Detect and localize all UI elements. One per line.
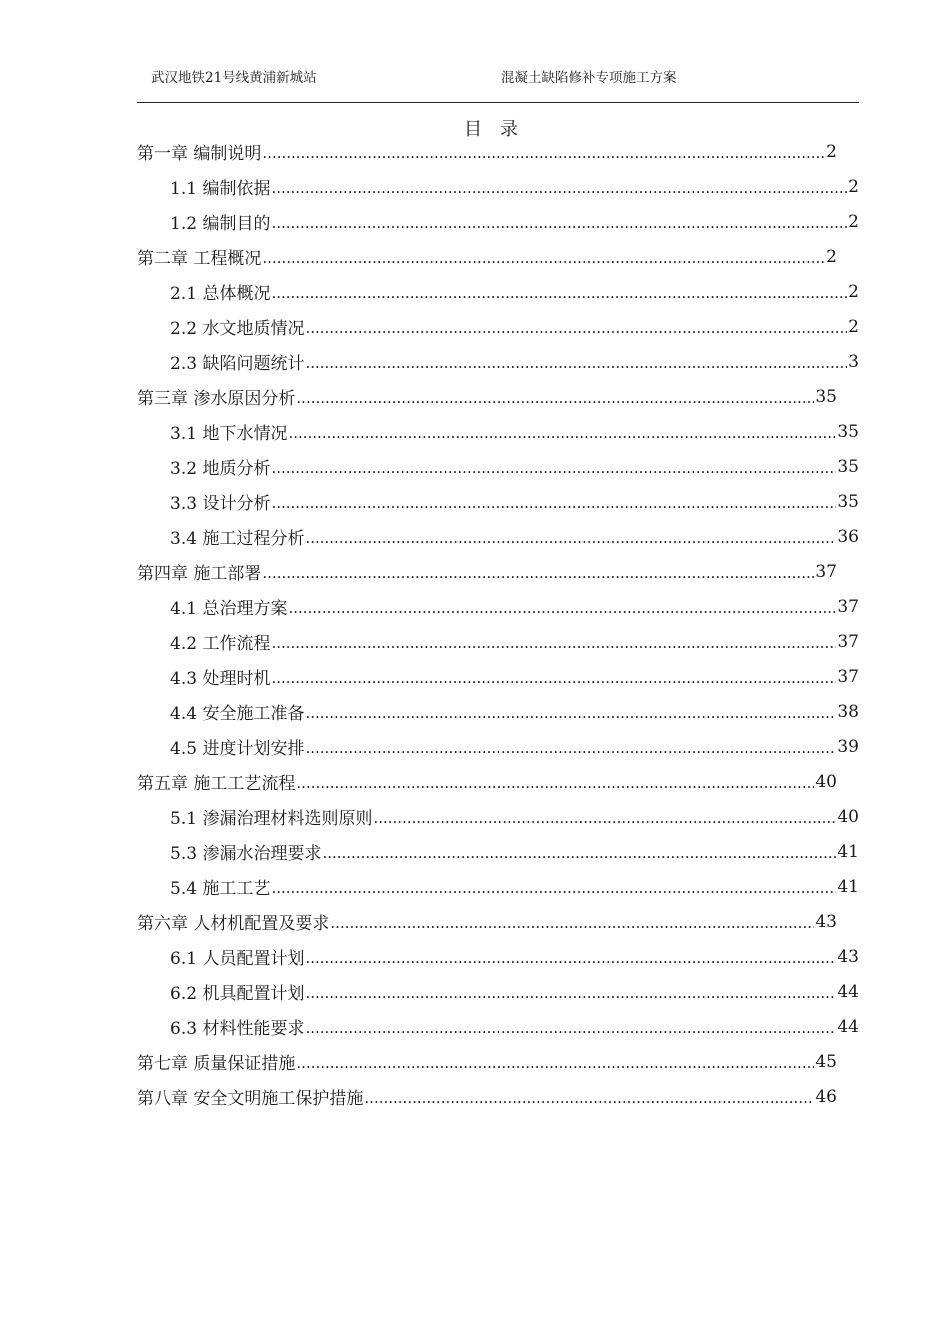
table-of-contents: [137, 134, 859, 1114]
toc-dot-leader: [271, 634, 836, 652]
toc-section-entry[interactable]: [137, 169, 859, 204]
toc-chapter-entry[interactable]: [137, 239, 837, 274]
toc-dot-leader: [330, 914, 814, 932]
toc-entry-label: 6.1 人员配置计划: [170, 949, 305, 969]
toc-dot-leader: [262, 144, 825, 162]
toc-section-entry[interactable]: [137, 799, 859, 834]
toc-entry-label: 6.3 材料性能要求: [170, 1019, 305, 1039]
toc-entry-label: 1.2 编制目的: [170, 214, 271, 234]
toc-entry-page-number: 37: [815, 561, 837, 582]
toc-dot-leader: [271, 459, 836, 477]
toc-dot-leader: [305, 1019, 836, 1037]
toc-entry-label: 4.1 总治理方案: [170, 599, 288, 619]
toc-entry-label: 2.1 总体概况: [170, 284, 271, 304]
toc-section-entry[interactable]: [137, 694, 859, 729]
toc-chapter-entry[interactable]: [137, 904, 837, 939]
toc-section-entry[interactable]: [137, 624, 859, 659]
toc-entry-label: 5.4 施工工艺: [170, 879, 271, 899]
toc-section-entry[interactable]: [137, 974, 859, 1009]
toc-entry-page-number: 40: [837, 806, 859, 827]
toc-entry-page-number: 44: [837, 981, 859, 1002]
toc-entry-label: 2.3 缺陷问题统计: [170, 354, 305, 374]
toc-entry-label: 第七章 质量保证措施: [137, 1054, 296, 1074]
toc-entry-page-number: 35: [815, 386, 837, 407]
toc-dot-leader: [296, 389, 814, 407]
toc-entry-page-number: 40: [815, 771, 837, 792]
toc-section-entry[interactable]: [137, 274, 859, 309]
toc-entry-label: 5.3 渗漏水治理要求: [170, 844, 322, 864]
toc-entry-label: 第一章 编制说明: [137, 144, 262, 164]
toc-entry-page-number: 35: [837, 421, 859, 442]
toc-dot-leader: [271, 284, 847, 302]
toc-dot-leader: [373, 809, 836, 827]
toc-entry-label: 3.4 施工过程分析: [170, 529, 305, 549]
toc-section-entry[interactable]: [137, 414, 859, 449]
toc-dot-leader: [296, 774, 814, 792]
toc-entry-label: 第四章 施工部署: [137, 564, 262, 584]
toc-section-entry[interactable]: [137, 309, 859, 344]
toc-dot-leader: [271, 669, 836, 687]
toc-entry-label: 4.2 工作流程: [170, 634, 271, 654]
toc-entry-page-number: 39: [837, 736, 859, 757]
toc-dot-leader: [271, 179, 847, 197]
toc-entry-page-number: 2: [848, 316, 859, 337]
toc-entry-label: 第六章 人材机配置及要求: [137, 914, 330, 934]
toc-dot-leader: [288, 599, 836, 617]
toc-entry-page-number: 2: [848, 176, 859, 197]
toc-entry-label: 2.2 水文地质情况: [170, 319, 305, 339]
toc-dot-leader: [262, 249, 825, 267]
toc-entry-label: 4.3 处理时机: [170, 669, 271, 689]
toc-entry-page-number: 37: [837, 631, 859, 652]
toc-dot-leader: [288, 424, 836, 442]
toc-entry-page-number: 37: [837, 596, 859, 617]
toc-entry-page-number: 46: [815, 1086, 837, 1107]
toc-dot-leader: [305, 319, 847, 337]
toc-chapter-entry[interactable]: [137, 1079, 837, 1114]
toc-dot-leader: [305, 704, 836, 722]
toc-chapter-entry[interactable]: [137, 554, 837, 589]
toc-chapter-entry[interactable]: [137, 764, 837, 799]
toc-entry-page-number: 43: [815, 911, 837, 932]
toc-dot-leader: [305, 949, 836, 967]
toc-dot-leader: [262, 564, 814, 582]
toc-entry-page-number: 38: [837, 701, 859, 722]
toc-dot-leader: [305, 984, 836, 1002]
toc-entry-page-number: 44: [837, 1016, 859, 1037]
toc-entry-page-number: 2: [848, 281, 859, 302]
toc-dot-leader: [305, 529, 836, 547]
toc-dot-leader: [271, 214, 847, 232]
toc-entry-label: 4.4 安全施工准备: [170, 704, 305, 724]
toc-section-entry[interactable]: [137, 344, 859, 379]
toc-entry-page-number: 43: [837, 946, 859, 967]
toc-entry-page-number: 35: [837, 456, 859, 477]
toc-entry-page-number: 36: [837, 526, 859, 547]
toc-entry-label: 6.2 机具配置计划: [170, 984, 305, 1004]
toc-dot-leader: [296, 1054, 814, 1072]
toc-entry-page-number: 2: [826, 141, 837, 162]
toc-chapter-entry[interactable]: [137, 379, 837, 414]
toc-dot-leader: [271, 879, 836, 897]
toc-entry-page-number: 2: [848, 211, 859, 232]
toc-section-entry[interactable]: [137, 834, 859, 869]
toc-section-entry[interactable]: [137, 869, 859, 904]
toc-dot-leader: [305, 354, 847, 372]
toc-section-entry[interactable]: [137, 204, 859, 239]
toc-dot-leader: [322, 844, 836, 862]
toc-title: 目录: [464, 119, 536, 140]
toc-entry-label: 3.2 地质分析: [170, 459, 271, 479]
toc-dot-leader: [305, 739, 836, 757]
toc-dot-leader: [364, 1089, 814, 1107]
toc-section-entry[interactable]: [137, 484, 859, 519]
toc-entry-label: 4.5 进度计划安排: [170, 739, 305, 759]
toc-entry-page-number: 41: [837, 876, 859, 897]
toc-entry-page-number: 35: [837, 491, 859, 512]
toc-entry-label: 第二章 工程概况: [137, 249, 262, 269]
toc-entry-label: 3.1 地下水情况: [170, 424, 288, 444]
toc-section-entry[interactable]: [137, 519, 859, 554]
toc-dot-leader: [271, 494, 836, 512]
toc-entry-label: 第三章 渗水原因分析: [137, 389, 296, 409]
toc-entry-page-number: 2: [826, 246, 837, 267]
toc-chapter-entry[interactable]: [137, 134, 837, 169]
page-header: [137, 66, 859, 103]
toc-section-entry[interactable]: [137, 449, 859, 484]
toc-chapter-entry[interactable]: [137, 1044, 837, 1079]
toc-section-entry[interactable]: [137, 659, 859, 694]
toc-section-entry[interactable]: [137, 729, 859, 764]
toc-entry-label: 第八章 安全文明施工保护措施: [137, 1089, 364, 1109]
toc-entry-label: 1.1 编制依据: [170, 179, 271, 199]
toc-entry-label: 第五章 施工工艺流程: [137, 774, 296, 794]
header-document-title: 混凝土缺陷修补专项施工方案: [501, 70, 677, 86]
toc-entry-page-number: 37: [837, 666, 859, 687]
toc-entry-label: 3.3 设计分析: [170, 494, 271, 514]
toc-section-entry[interactable]: [137, 1009, 859, 1044]
toc-section-entry[interactable]: [137, 939, 859, 974]
toc-entry-label: 5.1 渗漏治理材料选则原则: [170, 809, 373, 829]
toc-entry-page-number: 3: [848, 351, 859, 372]
header-project-name: 武汉地铁21号线黄浦新城站: [151, 70, 317, 86]
toc-entry-page-number: 45: [815, 1051, 837, 1072]
toc-section-entry[interactable]: [137, 589, 859, 624]
toc-entry-page-number: 41: [837, 841, 859, 862]
